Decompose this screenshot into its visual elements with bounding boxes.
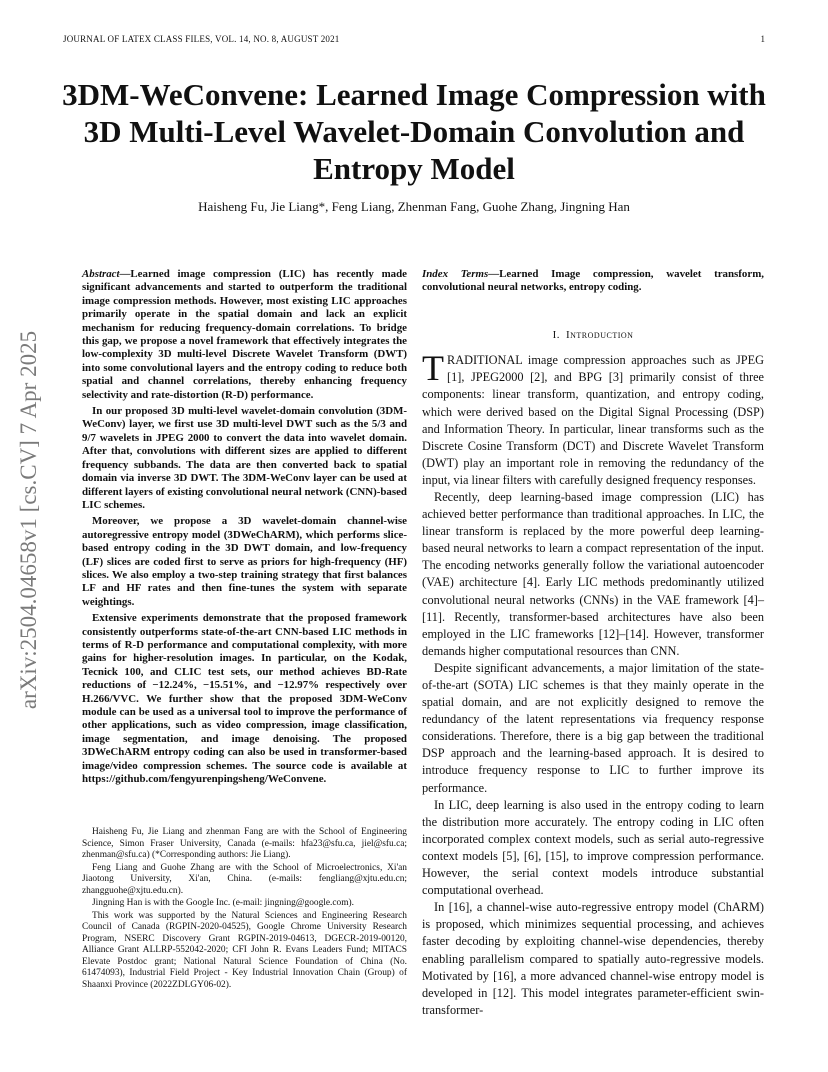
footnote-affiliation-google: Jingning Han is with the Google Inc. (e-mail: jingning@google.com). <box>92 898 354 908</box>
right-column <box>422 268 764 1019</box>
footnote-affiliation-sfu: Haisheng Fu, Jie Liang and zhenman Fang are with the School of Engineering Science, Simon Fraser University, Canada (e-mails: hfa23@sfu.ca, jiel@sfu.ca; zhenman@sfu.ca) (*Corresponding authors: Jie Liang). <box>82 827 407 860</box>
intro-paragraph-3: Despite significant advancements, a major limitation of the state-of-the-art (SOTA) LIC schemes is that they mainly operate in the spatial domain, and are not explicitly designed to remove the redundancy of the latent representations via frequency response considerations. Therefore, there is a big gap between the traditional DSP approach and the learning-based approach. It is desired to introduce frequency response to LIC to further improve its performance. <box>422 660 764 795</box>
abstract <box>82 268 407 789</box>
section-heading <box>422 329 764 342</box>
abstract-paragraph-4: Extensive experiments demonstrate that the proposed framework consistently outperforms state-of-the-art CNN-based LIC methods in terms of R-D performance and computational complexity, with more gains for higher-resolution images. In particular, on the Kodak, Tecnick 100, and CLIC test sets, our method achieves BD-Rate reductions of −12.24%, −15.51%, and −12.97% respectively over H.266/VVC. We further show that the proposed 3DM-WeConv module can be used as a universal tool to improve the performance of other applications, such as video compression, image classification, image segmentation, and image denoising. The proposed 3DWeChARM entropy coding can also be used in transformer-based image/video compression schemes. The source code is available at https://github.com/fengyurenpingsheng/WeConvene. <box>82 612 407 786</box>
running-header: JOURNAL OF LATEX CLASS FILES, VOL. 14, NO. 8, AUGUST 2021 <box>63 34 340 44</box>
abstract-paragraph-1: Abstract—Learned image compression (LIC) has recently made significant advancements and started to outperform the traditional image compression methods. However, most existing LIC approaches primarily operate in the spatial domain and lack an explicit mechanism for reducing frequency-domain correlations. To bridge this gap, we propose a novel framework that effectively integrates the low-complexity 3D multi-level Discrete Wavelet Transform (DWT) into some convolutional layers and the entropy coding to reduce both spatial and channel correlations, thereby enhancing frequency selectivity and rate-distortion (R-D) performance. <box>82 268 407 401</box>
author-list: Haisheng Fu, Jie Liang*, Feng Liang, Zhenman Fang, Guohe Zhang, Jingning Han <box>198 199 630 214</box>
introduction-body <box>422 348 764 1019</box>
arxiv-stamp <box>4 290 54 750</box>
abstract-paragraph-2: In our proposed 3D multi-level wavelet-domain convolution (3DM-WeConv) layer, we first use 3D multi-level DWT such as the 5/3 and 9/7 wavelets in JPEG 2000 to convert the data into wavelet domain. After that, convolutions with different sizes are applied to different frequency subbands. The data are then converted back to spatial domain via inverse 3D DWT. The 3DM-WeConv layer can be used at different layers of existing convolutional neural network (CNN)-based LIC schemes. <box>82 405 407 511</box>
section-number: I. <box>552 328 560 341</box>
intro-paragraph-1: TRADITIONAL image compression approaches such as JPEG [1], JPEG2000 [2], and BPG [3] primarily consist of three components: linear transform, quantization, and entropy coding, which were derived based on the Digital Signal Processing (DSP) and Information Theory. In particular, linear transforms such as the Discrete Cosine Transform (DCT) and Discrete Wavelet Transform (DWT) play an important role in removing the redundancy of the input, via linear filters with carefully designed frequency responses. <box>422 348 764 487</box>
section-title: Introduction <box>565 328 634 341</box>
intro-paragraph-2: Recently, deep learning-based image compression (LIC) has achieved better performance than traditional approaches. In LIC, the linear transform is replaced by the more powerful deep learning-based neural networks to learn a compact representation of the input. The encoding networks generally follow the variational autoencoder (VAE) architecture [4]. Early LIC methods predominantly utilized convolutional neural networks (CNNs) in the VAE framework [4]–[11]. Recently, transformer-based architectures have also been employed in the LIC frameworks [12]–[14]. However, transformer demands higher computational resources than CNN. <box>422 489 764 658</box>
index-terms-label: Index Terms <box>422 268 489 280</box>
index-terms: Index Terms—Learned Image compression, wavelet transform, convolutional neural networks, entropy coding. <box>422 268 764 294</box>
drop-cap: T <box>422 348 444 389</box>
footnotes <box>82 827 407 992</box>
paper-title: 3DM-WeConvene: Learned Image Compression with 3D Multi-Level Wavelet-Domain Convolution and Entropy Model <box>62 77 766 186</box>
arxiv-stamp-text: arXiv:2504.04658v1 [cs.CV] 7 Apr 2025 <box>16 330 41 710</box>
intro-paragraph-5: In [16], a channel-wise auto-regressive entropy model (ChARM) is proposed, which minimizes sequential processing, and achieves faster decoding by exploiting channel-wise dependencies, thereby enabling parallelism compared to spatially auto-regressive models. Motivated by [16], a more advanced channel-wise entropy model is developed in [12]. This model integrates parameter-efficient swin-transformer- <box>422 900 764 1017</box>
page-number: 1 <box>760 34 765 44</box>
abstract-label: Abstract <box>82 268 120 280</box>
footnote-affiliation-xjtu: Feng Liang and Guohe Zhang are with the School of Microelectronics, Xi'an Jiaotong University, Xi'an, China. (e-mails: fengliang@xjtu.edu.cn; zhangguohe@xjtu.edu.cn). <box>82 862 407 896</box>
intro-paragraph-4: In LIC, deep learning is also used in the entropy coding to learn the distribution more accurately. The entropy coding in LIC often incorporated complex context models, such as serial auto-regressive context models [5], [6], [15], to improve compression performance. However, the serial context models introduce substantial computational overhead. <box>422 797 764 898</box>
footnote-funding: This work was supported by the Natural Sciences and Engineering Research Council of Canada (RGPIN-2020-04525), Google Chrome University Research Program, NSERC Discovery Grant RGPIN-2019-04613, DGECR-2019-00120, Alliance Grant ALLRP-552042-2020; CFI John R. Evans Leaders Fund; MITACS Elevate Postdoc grant; National Natural Science Foundation of China (No. 61474093), Industrial Field Project - Key Industrial Innovation Chain (Group) of Shaanxi Province (2022ZDLGY06-02). <box>82 910 407 990</box>
abstract-paragraph-3: Moreover, we propose a 3D wavelet-domain channel-wise autoregressive entropy model (3DWeChARM), which performs slice-based entropy coding in the 3D DWT domain, and low-frequency (LF) slices are coded first to serve as priors for high-frequency (HF) slices. We also employ a two-step training strategy that first balances LF and HF rates and then fine-tunes the system with separate weightings. <box>82 515 407 608</box>
